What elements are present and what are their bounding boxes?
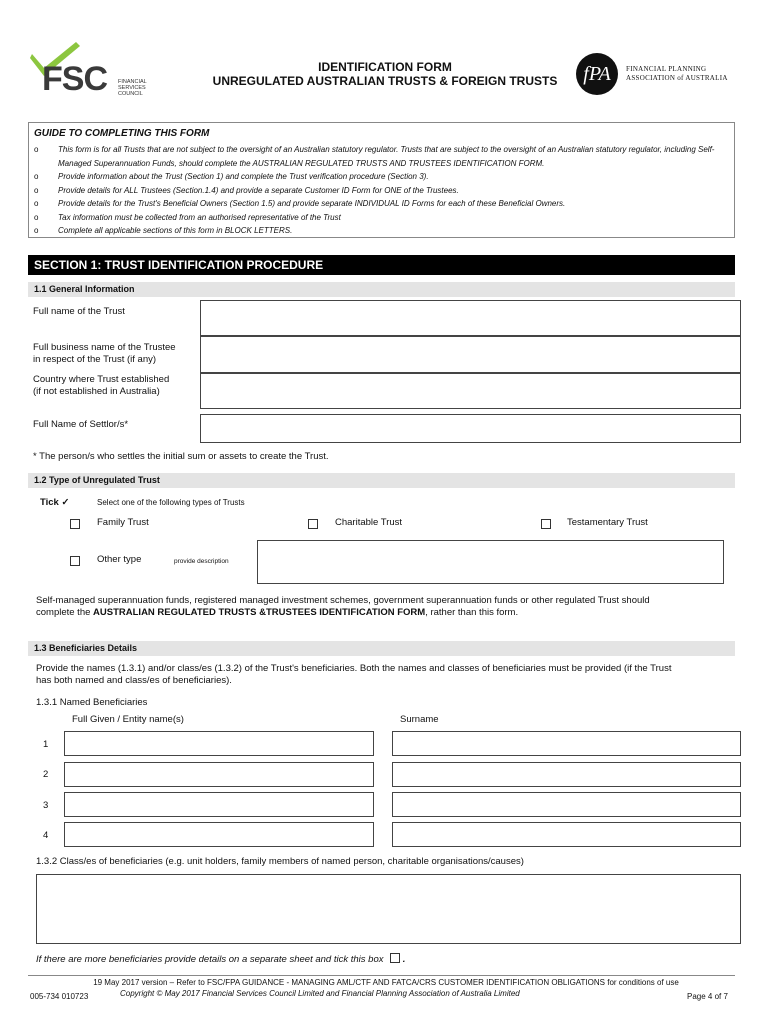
settlor-field[interactable] bbox=[200, 414, 741, 443]
family-trust-label: Family Trust bbox=[97, 517, 149, 528]
footer-copyright: Copyright © May 2017 Financial Services Council Limited and Financial Planning Association of Australia Limited bbox=[120, 989, 520, 998]
other-type-description-field[interactable] bbox=[257, 540, 724, 584]
type-instruction: Select one of the following types of Trusts bbox=[97, 498, 245, 507]
tick-label: Tick ✓ bbox=[40, 497, 70, 508]
charitable-trust-label: Charitable Trust bbox=[335, 517, 403, 528]
classes-field[interactable] bbox=[36, 874, 741, 944]
fpa-emblem: fPA bbox=[576, 53, 618, 95]
more-beneficiaries-checkbox[interactable] bbox=[390, 953, 400, 963]
trust-name-label: Full name of the Trust bbox=[33, 306, 125, 317]
fpa-name-line2: ASSOCIATION of AUSTRALIA bbox=[626, 74, 728, 82]
guide-item: o Provide information about the Trust (Section 1) and complete the Trust verification procedure (Section 3). bbox=[34, 172, 429, 181]
other-type-checkbox[interactable] bbox=[70, 556, 80, 566]
settlor-label: Full Name of Settlor/s* bbox=[33, 419, 129, 430]
beneficiary-2-surname-field[interactable] bbox=[392, 762, 741, 787]
fpa-name bbox=[626, 65, 728, 83]
business-name-label: Full business name of the Trustee in respect of the Trust (if any) bbox=[33, 342, 176, 365]
family-trust-checkbox[interactable] bbox=[70, 519, 80, 529]
guide-item: o Tax information must be collected from an authorised representative of the Trust bbox=[34, 212, 341, 222]
beneficiary-3-surname-field[interactable] bbox=[392, 792, 741, 817]
footer-version: 19 May 2017 version – Refer to FSC/FPA GUIDANCE - MANAGING AML/CTF AND FATCA/CRS CUSTOMER IDENTIFICATION OBLIGATIONS for conditions of use bbox=[93, 978, 679, 987]
page-number: Page 4 of 7 bbox=[687, 992, 728, 1001]
trust-type-heading: 1.2 Type of Unregulated Trust bbox=[28, 473, 735, 488]
footer-divider bbox=[28, 975, 735, 976]
surname-column-header: Surname bbox=[400, 714, 439, 725]
fsc-subtitle: FINANCIAL SERVICES COUNCIL bbox=[118, 79, 147, 97]
beneficiaries-intro: Provide the names (1.3.1) and/or class/es (1.3.2) of the Trust's beneficiaries. Both the names and classes of beneficiaries must be provided (if the Trust has both named and class/es of beneficiaries). bbox=[36, 663, 672, 686]
classes-label: 1.3.2 Class/es of beneficiaries (e.g. unit holders, family members of named person, charitable organisations/causes) bbox=[36, 856, 524, 867]
trust-name-field[interactable] bbox=[200, 300, 741, 336]
guide-item: o Provide details for ALL Trustees (Section.1.4) and provide a separate Customer ID Form for ONE of the Trustees. bbox=[34, 185, 459, 195]
fsc-wordmark: FSC bbox=[42, 60, 107, 98]
beneficiary-4-given-field[interactable] bbox=[64, 822, 374, 847]
country-label: Country where Trust established (if not established in Australia) bbox=[33, 374, 170, 397]
row-number: 3 bbox=[43, 800, 49, 811]
guide-heading: GUIDE TO COMPLETING THIS FORM bbox=[34, 128, 210, 139]
row-number: 1 bbox=[43, 739, 49, 750]
form-title-line2: UNREGULATED AUSTRALIAN TRUSTS & FOREIGN TRUSTS bbox=[212, 74, 558, 88]
beneficiary-4-surname-field[interactable] bbox=[392, 822, 741, 847]
guide-item: o This form is for all Trusts that are not subject to the oversight of an Australian statutory regulator. Trusts that are subject to the oversight of an Australian statutory regulator, including Self-Managed Superannuation Funds, should complete the AUSTRALIAN REGULATED TRUSTS AND TRUSTEES IDENTIFICATION FORM. bbox=[34, 145, 715, 168]
form-title bbox=[160, 60, 610, 88]
row-number: 2 bbox=[43, 769, 49, 780]
beneficiary-3-given-field[interactable] bbox=[64, 792, 374, 817]
form-title-line1: IDENTIFICATION FORM bbox=[318, 60, 452, 74]
beneficiaries-heading: 1.3 Beneficiaries Details bbox=[28, 641, 735, 656]
section1-heading: SECTION 1: TRUST IDENTIFICATION PROCEDURE bbox=[28, 255, 735, 275]
fpa-name-line1: FINANCIAL PLANNING bbox=[626, 65, 707, 73]
testamentary-trust-checkbox[interactable] bbox=[541, 519, 551, 529]
guide-list bbox=[34, 143, 729, 238]
other-type-label: Other type bbox=[97, 554, 142, 565]
country-field[interactable] bbox=[200, 373, 741, 409]
named-beneficiaries-label: 1.3.1 Named Beneficiaries bbox=[36, 697, 148, 708]
charitable-trust-checkbox[interactable] bbox=[308, 519, 318, 529]
fsc-logo bbox=[30, 40, 160, 102]
beneficiary-1-given-field[interactable] bbox=[64, 731, 374, 756]
testamentary-trust-label: Testamentary Trust bbox=[567, 517, 648, 528]
more-beneficiaries-note: If there are more beneficiaries provide details on a separate sheet and tick this box . bbox=[36, 954, 406, 965]
fpa-logo bbox=[576, 53, 746, 97]
regulated-trust-note: Self-managed superannuation funds, registered managed investment schemes, government superannuation funds or other regulated Trust should complete the AUSTRALIAN REGULATED TRUSTS &TRUSTEES IDENTIFICATION FORM, rather than this form. bbox=[36, 595, 650, 618]
row-number: 4 bbox=[43, 830, 49, 841]
beneficiary-2-given-field[interactable] bbox=[64, 762, 374, 787]
provide-description-label: provide description bbox=[174, 558, 229, 565]
guide-item: o Complete all applicable sections of this form in BLOCK LETTERS. bbox=[34, 226, 293, 235]
general-info-heading: 1.1 General Information bbox=[28, 282, 735, 297]
given-name-column-header: Full Given / Entity name(s) bbox=[72, 714, 184, 725]
settlor-note: * The person/s who settles the initial sum or assets to create the Trust. bbox=[33, 451, 329, 462]
business-name-field[interactable] bbox=[200, 336, 741, 373]
guide-item: o Provide details for the Trust's Beneficial Owners (Section 1.5) and provide separate INDIVIDUAL ID Forms for each of these Beneficial Owners. bbox=[34, 199, 566, 208]
guide-box bbox=[28, 122, 735, 238]
footer-code: 005-734 010723 bbox=[30, 992, 89, 1001]
beneficiary-1-surname-field[interactable] bbox=[392, 731, 741, 756]
